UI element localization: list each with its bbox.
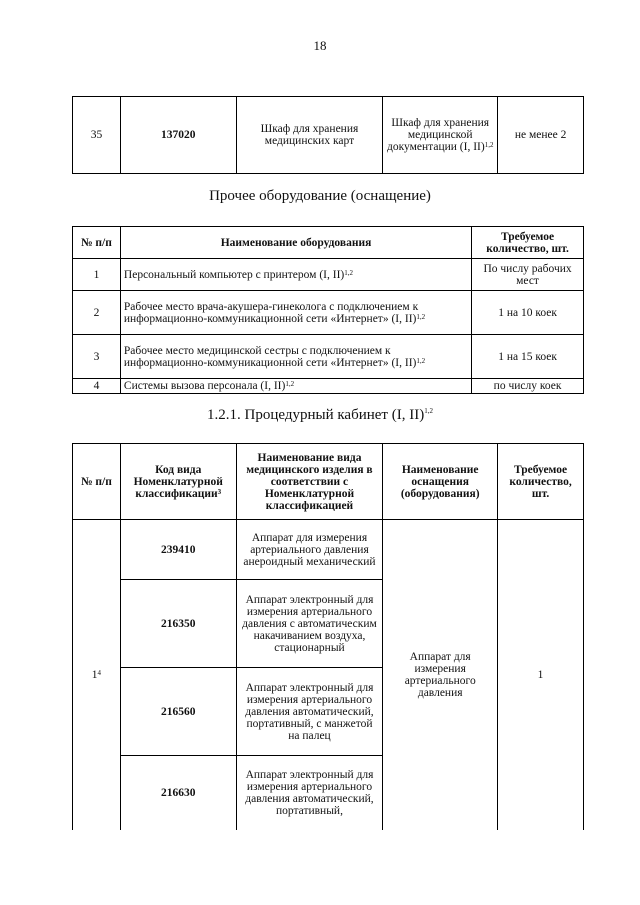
nomenclature-code: 216560 [120,668,236,756]
equipment-name: Аппарат для измерения артериального давления [383,520,498,830]
equipment-name: Персональный компьютер с принтером (I, II)$^{1,2}$ [120,259,471,291]
table-row [73,291,584,335]
nomenclature-code: 239410 [120,520,236,580]
equipment-name: Системы вызова персонала (I, II)$^{1,2}$ [120,379,471,394]
required-quantity: 1 на 15 коек [472,335,584,379]
table-header-row [73,444,584,520]
medical-device-name: Аппарат электронный для измерения артериального давления автоматический, портативный, с манжетой на палец [236,668,383,756]
header-quantity: Требуемое количество, шт. [472,227,584,259]
header-equipment-name: Наименование оборудования [120,227,471,259]
row-number: 2 [73,291,121,335]
section-title-procedure-room: 1.2.1. Процедурный кабинет (I, II)$^{1,2}$ [207,407,433,423]
section-title-other-equipment: Прочее оборудование (оснащение) [209,188,431,204]
table-row [73,97,584,174]
required-quantity: По числу рабочих мест [472,259,584,291]
row-number: $1^4$ [73,520,121,830]
page-number: 18 [313,38,327,53]
table-row [73,259,584,291]
equipment-name: Рабочее место медицинской сестры с подключением к информационно-коммуникационной сети «Интернет» (I, II)$^{1,2}$ [120,335,471,379]
header-nomenclature-code: Код вида Номенклатурной классификации$^3$ [120,444,236,520]
row-number: 4 [73,379,121,394]
nomenclature-code: 137020 [120,97,236,174]
header-medical-device-name: Наименование вида медицинского изделия в соответствии с Номенклатурной классификацией [236,444,383,520]
nomenclature-code: 216350 [120,580,236,668]
medical-device-name: Аппарат для измерения артериального давления анероидный механический [236,520,383,580]
row-number: 1 [73,259,121,291]
medical-device-name: Аппарат электронный для измерения артериального давления автоматический, портативный, [236,756,383,830]
medical-device-name: Шкаф для хранения медицинских карт [236,97,383,174]
required-quantity: по числу коек [472,379,584,394]
table-row [73,335,584,379]
equipment-name: Шкаф для хранения медицинской документации (I, II)$^{1,2}$ [383,97,498,174]
table-row [73,520,584,580]
required-quantity: 1 на 10 коек [472,291,584,335]
other-equipment-table [72,226,584,394]
row-number: 35 [73,97,121,174]
nomenclature-code: 216630 [120,756,236,830]
table-row [73,379,584,394]
equipment-table-continued [72,96,584,174]
equipment-name: Рабочее место врача-акушера-гинеколога с подключением к информационно-коммуникационной сети «Интернет» (I, II)$^{1,2}$ [120,291,471,335]
header-number: № п/п [73,444,121,520]
required-quantity: не менее 2 [498,97,584,174]
row-number: 3 [73,335,121,379]
header-number: № п/п [73,227,121,259]
procedure-room-table [72,443,584,830]
header-equipment-name: Наименование оснащения (оборудования) [383,444,498,520]
header-quantity: Требуемое количество, шт. [498,444,584,520]
table-header-row [73,227,584,259]
required-quantity: 1 [498,520,584,830]
medical-device-name: Аппарат электронный для измерения артериального давления с автоматическим накачиванием воздуха, стационарный [236,580,383,668]
